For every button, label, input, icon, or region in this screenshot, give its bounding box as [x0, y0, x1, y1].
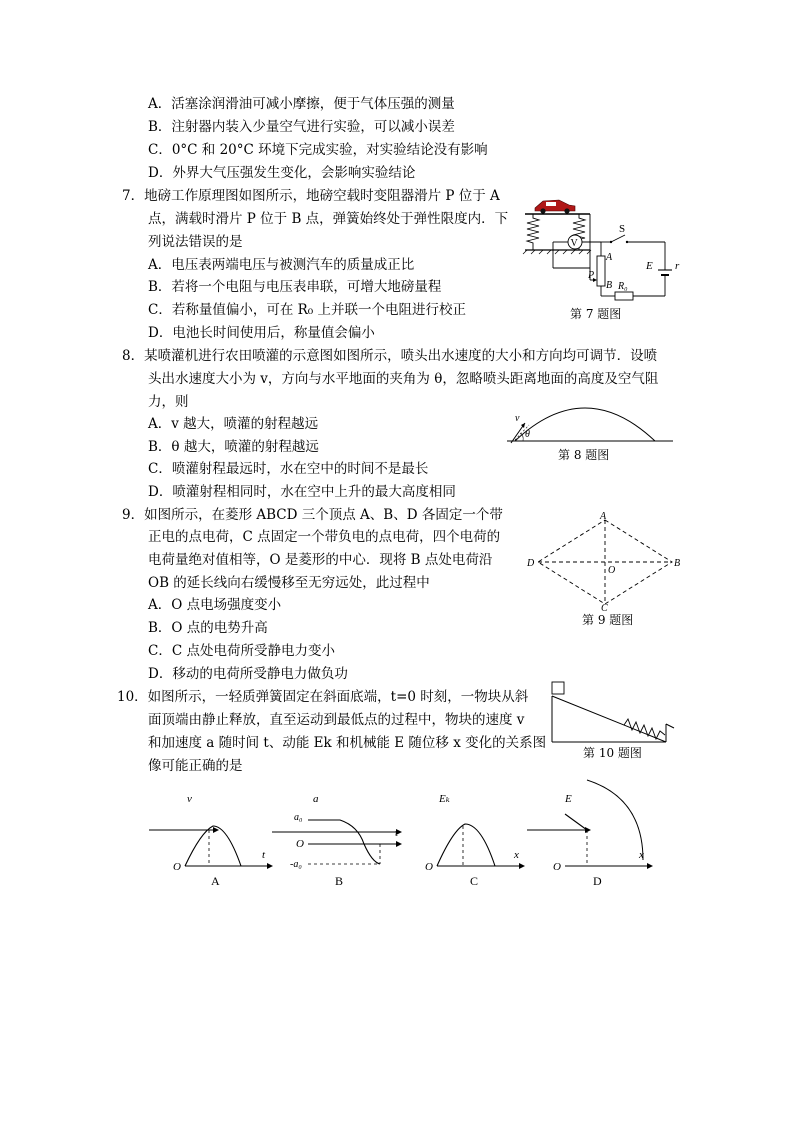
q10-graph-c — [397, 790, 527, 890]
graph-a-letter: A — [211, 874, 220, 888]
q8-option-a: A．v 越大，喷灌的射程越远 — [148, 416, 319, 432]
q9-rhombus-figure — [522, 510, 688, 612]
graph-b-letter: B — [335, 874, 344, 888]
q6-option-a: A．活塞涂润滑油可减小摩擦，便于气体压强的测量 — [148, 96, 455, 112]
q10-figure-caption: 第 10 题图 — [583, 746, 642, 760]
q10-incline-figure — [548, 680, 678, 746]
q7-stem-line2: 点，满载时滑片 P 位于 B 点，弹簧始终处于弹性限度内．下 — [148, 211, 509, 227]
graph-d-letter: D — [593, 874, 602, 888]
q6-option-d: D．外界大气压强发生变化，会影响实验结论 — [148, 165, 416, 181]
q10-stem-line1: 10．如图所示，一轻质弹簧固定在斜面底端，t=0 时刻，一物块从斜 — [117, 689, 529, 705]
switch-label: S — [619, 223, 626, 235]
q7-option-b: B．若将一个电阻与电压表串联，可增大地磅量程 — [148, 279, 442, 295]
q7-option-d: D．电池长时间使用后，称量值会偏小 — [148, 325, 375, 341]
vertex-d-label: D — [527, 558, 535, 569]
car-icon — [535, 200, 575, 214]
graph-d-xlabel: x — [639, 849, 644, 861]
q10-stem-line4: 像可能正确的是 — [148, 758, 243, 774]
q8-option-b: B．θ 越大，喷灌的射程越远 — [148, 439, 319, 455]
angle-theta-label: θ — [525, 429, 530, 440]
graph-b-tick-positive: a₀ — [294, 812, 303, 823]
q8-sprinkler-figure — [505, 395, 675, 447]
q9-stem-line2: 正电的点电荷，C 点固定一个带负电的点电荷，四个电荷的 — [148, 529, 501, 545]
q7-option-a: A．电压表两端电压与被测汽车的质量成正比 — [148, 257, 415, 273]
graph-c-ylabel: Eₖ — [439, 793, 450, 805]
graph-b-xlabel: t — [395, 827, 399, 839]
graph-c-origin: O — [425, 861, 433, 873]
q8-option-d: D．喷灌射程相同时，水在空中上升的最大高度相同 — [148, 484, 456, 500]
q9-figure-caption: 第 9 题图 — [582, 613, 634, 627]
q8-stem-line2: 头出水速度大小为 v，方向与水平地面的夹角为 θ，忽略喷头距离地面的高度及空气阻 — [148, 371, 659, 387]
graph-c-xlabel: x — [514, 849, 519, 861]
graph-d-ylabel: E — [565, 793, 572, 805]
graph-b-origin: O — [296, 838, 304, 850]
q7-stem-line1: 7．地磅工作原理图如图所示，地磅空载时变阻器滑片 P 位于 A — [122, 188, 500, 204]
graph-a-xlabel: t — [262, 849, 266, 861]
q7-scale-circuit-figure — [515, 192, 685, 312]
point-b-label: B — [606, 280, 613, 291]
graph-b-ylabel: a — [313, 793, 319, 805]
voltmeter-label: V — [570, 238, 578, 249]
q7-figure-caption: 第 7 题图 — [570, 307, 622, 321]
q8-figure-caption: 第 8 题图 — [558, 448, 610, 462]
q10-graph-b — [268, 790, 408, 890]
graph-b-tick-negative: -a₀ — [290, 859, 302, 870]
q9-stem-line4: OB 的延长线向右缓慢移至无穷远处，此过程中 — [148, 575, 430, 591]
graph-c-letter: C — [470, 874, 479, 888]
q10-graph-a — [145, 790, 275, 890]
q10-graph-d — [525, 778, 655, 890]
graph-a-origin: O — [173, 861, 181, 873]
point-a-label: A — [606, 252, 613, 263]
q9-option-b: B．O 点的电势升高 — [148, 620, 268, 636]
q10-stem-line3: 和加速度 a 随时间 t、动能 Ek 和机械能 E 随位移 x 变化的关系图 — [148, 735, 547, 751]
q7-option-c: C．若称量值偏小，可在 R₀ 上并联一个电阻进行校正 — [148, 302, 466, 318]
vertex-c-label: C — [601, 603, 608, 612]
q8-stem-line3: 力，则 — [148, 394, 189, 410]
velocity-label: v — [515, 413, 520, 424]
q9-option-a: A．O 点电场强度变小 — [148, 597, 282, 613]
q9-stem-line3: 电荷量绝对值相等，O 是菱形的中心．现将 B 点处电荷沿 — [148, 552, 493, 568]
vertex-b-label: B — [674, 558, 681, 569]
resistor-r0-label: R₀ — [618, 281, 628, 292]
graph-a-ylabel: v — [187, 793, 192, 805]
q10-stem-line2: 面顶端由静止释放，直至运动到最低点的过程中，物块的速度 v — [148, 712, 525, 728]
center-o-label: O — [608, 565, 616, 576]
slider-p-label: P — [588, 270, 595, 281]
q8-option-c: C．喷灌射程最远时，水在空中的时间不是最长 — [148, 461, 429, 477]
q6-option-c: C．0°C 和 20°C 环境下完成实验，对实验结论没有影响 — [148, 142, 488, 158]
q9-option-c: C．C 点处电荷所受静电力变小 — [148, 643, 335, 659]
q9-stem-line1: 9．如图所示，在菱形 ABCD 三个顶点 A、B、D 各固定一个带 — [122, 507, 503, 523]
internal-resistance-label: r — [675, 260, 680, 272]
emf-label: E — [646, 260, 653, 272]
graph-d-origin: O — [553, 861, 561, 873]
q6-option-b: B．注射器内装入少量空气进行实验，可以减小误差 — [148, 119, 455, 135]
q9-option-d: D．移动的电荷所受静电力做负功 — [148, 666, 348, 682]
q8-stem-line1: 8．某喷灌机进行农田喷灌的示意图如图所示，喷头出水速度的大小和方向均可调节．设喷 — [122, 348, 658, 364]
q7-stem-line3: 列说法错误的是 — [148, 234, 243, 250]
vertex-a-label: A — [600, 511, 607, 522]
